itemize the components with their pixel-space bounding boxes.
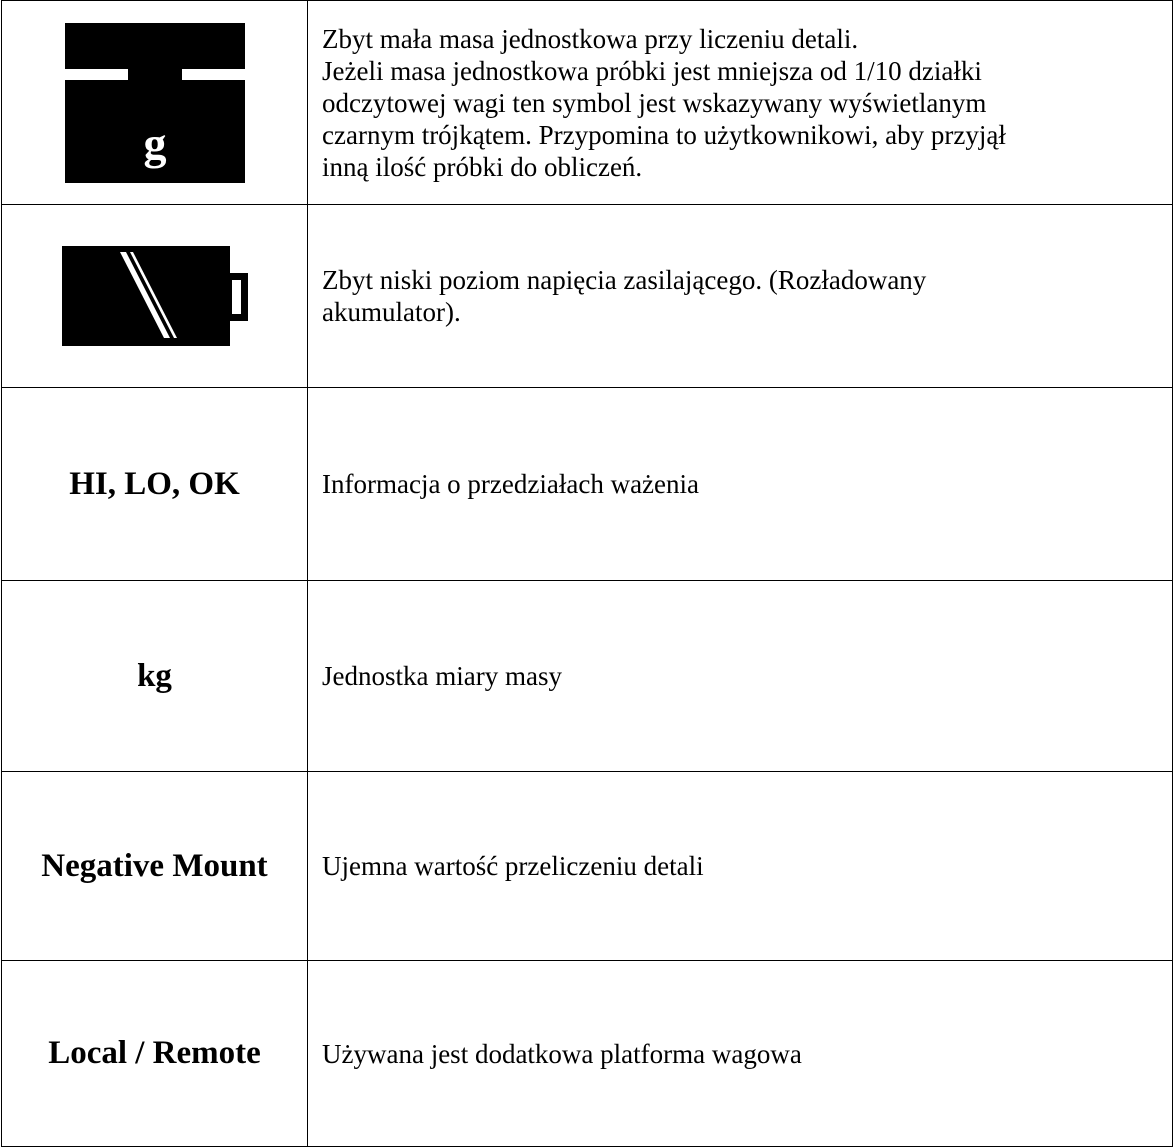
description-line: Jeżeli masa jednostkowa próbki jest mniejsza od 1/10 działki [322,55,982,86]
table-row [2,388,1173,581]
description-line: odczytowej wagi ten symbol jest wskazywany wyświetlanym [322,87,987,118]
unit-g-glyph: g [143,117,166,169]
table-row [2,581,1173,772]
display-symbols-table [1,0,1173,1147]
symbol-label: HI, LO, OK [69,465,240,502]
symbol-cell [2,772,308,961]
description-cell [308,581,1173,772]
table-row [2,772,1173,961]
symbol-label: kg [137,657,172,694]
symbol-label: Local / Remote [48,1035,261,1071]
description-line: Jednostka miary masy [322,661,562,691]
description-line: Używana jest dodatkowa platforma wagowa [322,1038,802,1069]
symbol-cell [2,388,308,581]
description-line: Zbyt mała masa jednostkowa przy liczeniu detali. [322,23,859,54]
symbol-cell [2,205,308,388]
symbol-cell [2,581,308,772]
table-row [2,1,1173,205]
low-battery-icon [2,246,307,346]
symbol-label: Negative Mount [41,847,268,884]
symbol-cell [2,961,308,1147]
table-row [2,205,1173,388]
unit-weight-g-icon [2,23,307,183]
description-cell [308,772,1173,961]
description-line: czarnym trójkątem. Przypomina to użytkownikowi, aby przyjął [322,119,1006,150]
table-row [2,961,1173,1147]
description-line: inną ilość próbki do obliczeń. [322,151,643,182]
symbol-cell [2,1,308,205]
description-line: akumulator). [322,297,461,327]
description-cell [308,1,1173,205]
description-cell [308,205,1173,388]
description-line: Ujemna wartość przeliczeniu detali [322,851,704,881]
description-cell [308,388,1173,581]
description-cell [308,961,1173,1147]
description-line: Zbyt niski poziom napięcia zasilającego. (Rozładowany [322,265,927,295]
description-line: Informacja o przedziałach ważenia [322,469,700,499]
